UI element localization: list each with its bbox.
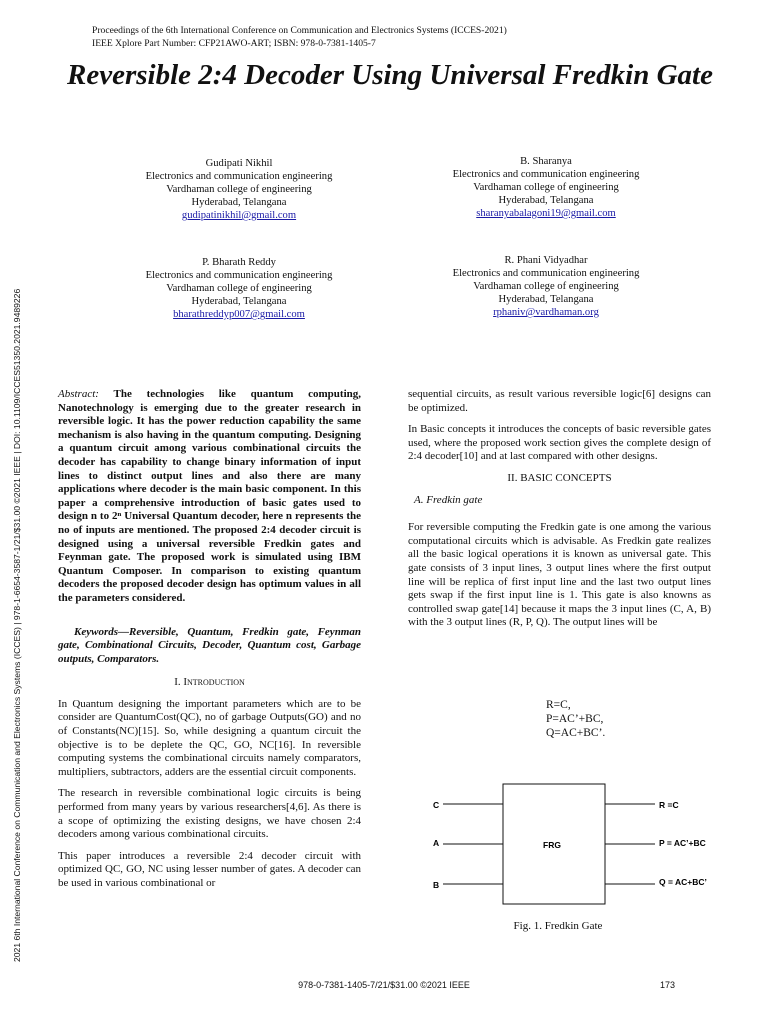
author-city: Hyderabad, Telangana (498, 294, 594, 305)
input-label-c: C (433, 800, 440, 810)
equation-p: P=AC’+BC, (546, 713, 604, 725)
subsection-heading-fredkin: A. Fredkin gate (414, 493, 483, 506)
fredkin-paragraph: For reversible computing the Fredkin gate is one among the various computational circuits which is advisable. As Fredkin gate realizes all the basic logical operations it is known as universal gate. This gate consists of 3 input lines, 3 output lines where the first output line will be replica of first input line and the last two output lines gets swap if the first input line is 1. This gate is also knowns as controlled swap gate[14] because it maps the 3 input lines (C, A, B) with the 3 output lines (R, P, Q). The output lines will be (408, 521, 711, 629)
section-heading-introduction: I. Introduction (174, 676, 245, 689)
author-email-link[interactable]: sharanyabalagoni19@gmail.com (476, 208, 616, 219)
author-dept: Electronics and communication engineering (452, 169, 640, 180)
author-college: Vardhaman college of engineering (473, 281, 619, 292)
footer-copyright: 978-0-7381-1405-7/21/$31.00 ©2021 IEEE (298, 980, 470, 990)
gate-label: FRG (543, 840, 561, 850)
fredkin-equations (546, 698, 605, 740)
output-label-r: R =C (659, 800, 679, 810)
author-city: Hyderabad, Telangana (191, 197, 287, 208)
intro-paragraph-2: The research in reversible combinational logic circuits is being performed from many years by various researchers[4,6]. As there is a scope of optimizing the existing designs, we have chosen 2:4 decoders among various combinational circuits. (58, 787, 361, 841)
right-column (408, 388, 711, 638)
figure-caption: Fig. 1. Fredkin Gate (513, 920, 603, 932)
conference-header (92, 24, 507, 50)
keywords: Keywords—Reversible, Quantum, Fredkin gate, Feynman gate, Combinational Circuits, Decoder, Quantum cost, Garbage outputs, Comparators. (58, 625, 361, 665)
right-paragraph-1: sequential circuits, as result various reversible logic[6] designs can be optimized. (408, 388, 711, 414)
left-column (58, 388, 361, 899)
author-name: Gudipati Nikhil (205, 158, 273, 169)
author-city: Hyderabad, Telangana (191, 296, 287, 307)
author-college: Vardhaman college of engineering (166, 184, 312, 195)
equation-q: Q=AC+BC’. (546, 727, 606, 739)
abstract-text: The technologies like quantum computing, Nanotechnology is emerging due to the greater research in reversible logic. It has the power reduction capability the same mechanism is also having in the quantum computing. Designing a quantum circuit among various combinational circuits the decoder has capability to change binary information of input lines to distinct output lines and also there are many applications where decoder is the main basic component. In this paper a comprehensive introduction of basic gates used to design n to 2ⁿ Universal Quantum decoder, here n represents the no of inputs are mentioned. The proposed 2:4 decoder circuit is designed using a universal reversible Fredkin gates and Feynman gate. The proposed work is simulated using IBM Quantum Composer. In comparison to existing quantum decoders the proposed decoder design has optimum values in all the parameters considered. (58, 388, 361, 604)
author-block-2 (406, 155, 686, 220)
section-heading-basic-concepts: II. BASIC CONCEPTS (507, 471, 612, 484)
author-name: R. Phani Vidyadhar (504, 255, 588, 266)
author-name: B. Sharanya (520, 156, 572, 167)
author-dept: Electronics and communication engineering (145, 270, 333, 281)
author-name: P. Bharath Reddy (202, 257, 276, 268)
author-email-link[interactable]: rphaniv@vardhaman.org (493, 307, 599, 318)
author-college: Vardhaman college of engineering (166, 283, 312, 294)
header-line-2: IEEE Xplore Part Number: CFP21AWO-ART; ISBN: 978-0-7381-1405-7 (92, 38, 376, 49)
author-email-link[interactable]: gudipatinikhil@gmail.com (181, 210, 297, 221)
page-number: 173 (660, 980, 676, 990)
author-dept: Electronics and communication engineering (452, 268, 640, 279)
author-email-link[interactable]: bharathreddyp007@gmail.com (173, 309, 305, 320)
author-block-4 (406, 254, 686, 319)
intro-paragraph-1: In Quantum designing the important parameters which are to be consider are QuantumCost(QC), no of garbage Outputs(GO) and no of Constants(NC)[15]. So, while designing a quantum circuit the objective is to be deplete the QC, GO, NC[16]. In reversible computing systems the combinational circuits namely comparators, multipliers, subtractors, adders are the essential circuit components. (58, 697, 361, 778)
output-label-q: Q = AC+BC’ (659, 877, 707, 887)
author-college: Vardhaman college of engineering (473, 182, 619, 193)
author-dept: Electronics and communication engineering (145, 171, 333, 182)
intro-paragraph-3: This paper introduces a reversible 2:4 decoder circuit with optimized QC, GO, NC using lesser number of gates. A decoder can be used in various combinational or (58, 849, 361, 889)
input-label-b: B (433, 880, 440, 890)
input-label-a: A (433, 838, 440, 848)
author-block-1 (99, 157, 379, 222)
equation-r: R=C, (546, 699, 571, 711)
side-doi-note: 2021 6th International Conference on Communication and Electronics Systems (ICCES) | 978-1-6654-3587-1/21/$31.00 ©2021 IEEE | DOI: 10.1109/ICCES51350.2021.9489226 (12, 288, 22, 962)
paper-title: Reversible 2:4 Decoder Using Universal Fredkin Gate (67, 59, 713, 91)
abstract (58, 388, 361, 606)
fredkin-gate-figure (425, 782, 725, 912)
right-paragraph-2: In Basic concepts it introduces the concepts of basic reversible gates used, where the proposed work section gives the complete design of 2:4 decoder[10] and at last compared with other designs. (408, 423, 711, 463)
author-city: Hyderabad, Telangana (498, 195, 594, 206)
header-line-1: Proceedings of the 6th International Conference on Communication and Electronics Systems (ICCES-2021) (92, 25, 507, 36)
output-label-p: P = AC’+BC (659, 838, 706, 848)
author-block-3 (99, 256, 379, 321)
abstract-label: Abstract: (58, 388, 99, 400)
